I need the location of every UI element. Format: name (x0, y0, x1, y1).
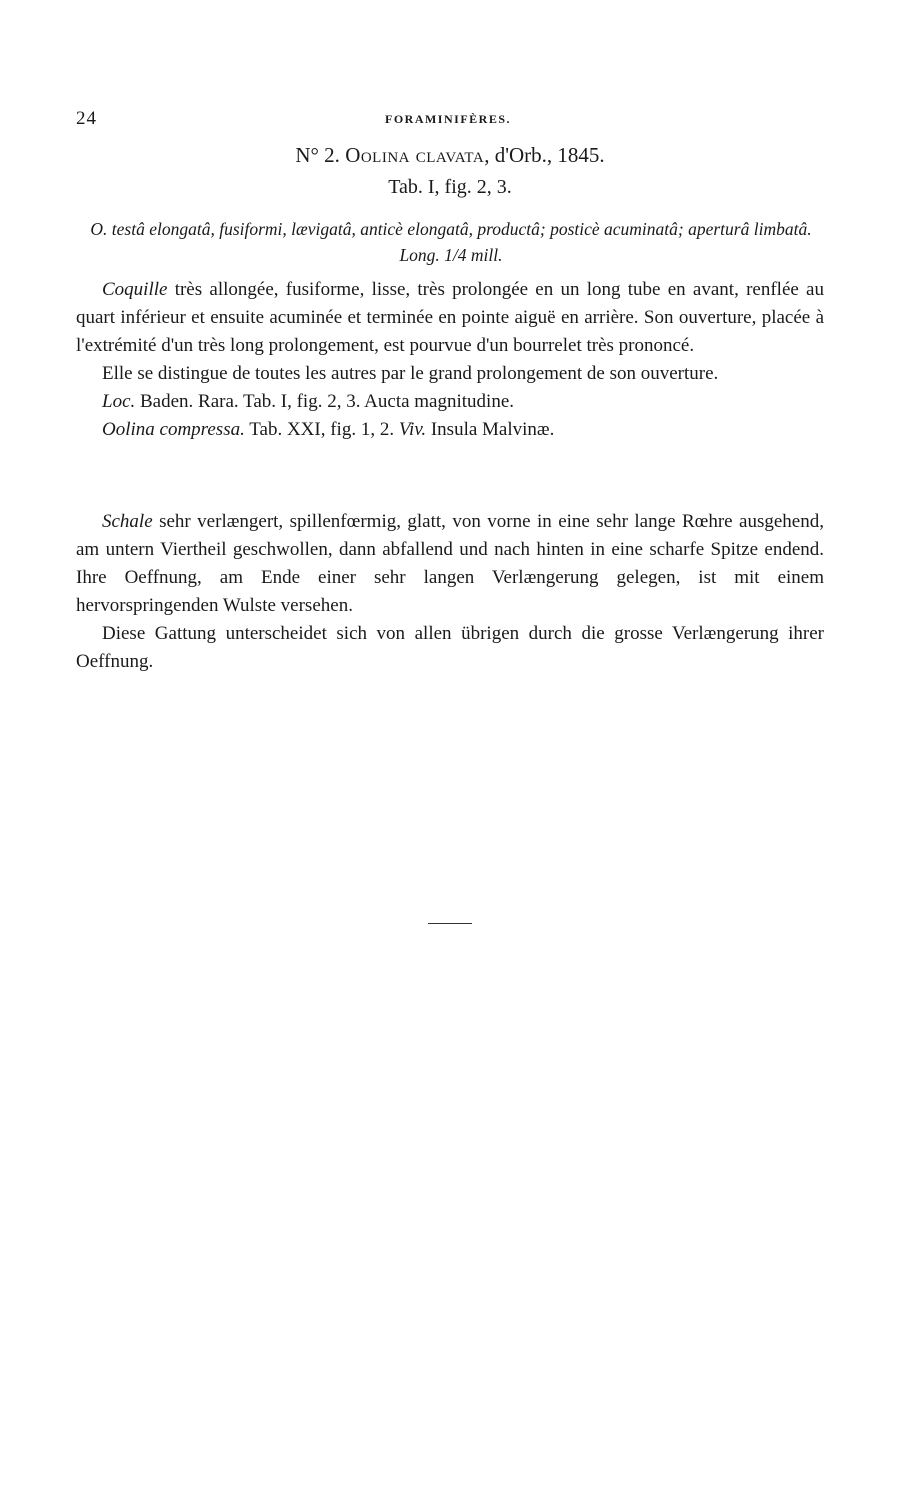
compressa-viv: Viv. (398, 419, 427, 440)
french-description (76, 276, 824, 444)
german-lead-word: Schale (102, 511, 153, 532)
compressa-ref: Tab. XXI, fig. 1, 2. (244, 419, 399, 440)
compressa-end: Insula Malvinæ. (426, 419, 555, 440)
french-text-1: très allongée, fusiforme, lisse, très prolongée en un long tube en avant, renflée au quart inférieur et ensuite acuminée et terminée en pointe aiguë en arrière. Son ouverture, placée à l'extrémité d'un très long prolongement, est pourvue d'un bourrelet très prononcé. (76, 279, 824, 356)
german-text-1: sehr verlængert, spillenfœrmig, glatt, von vorne in eine sehr lange Rœhre ausgehend, am untern Viertheil geschwollen, dann abfallend und nach hinten in eine scharfe Spitze endend. Ihre Oeffnung, am Ende einer sehr langen Verlængerung gelegen, ist mit einem hervorspringenden Wulste versehen. (76, 511, 824, 616)
section-end-rule (428, 923, 472, 924)
locality-label: Loc. (102, 391, 136, 412)
compressa-name: Oolina compressa. (102, 419, 245, 440)
compressa-line (76, 416, 824, 444)
running-title: FORAMINIFÈRES. (384, 112, 511, 126)
german-paragraph-1 (76, 508, 824, 620)
latin-diagnosis: O. testâ elongatâ, fusiformi, lævigatâ, anticè elongatâ, productâ; posticè acuminatâ; aperturâ limbatâ. Long. 1/4 mill. (90, 219, 812, 265)
plate-reference: Tab. I, fig. 2, 3. (388, 176, 512, 198)
german-description (76, 508, 824, 676)
locality-text: Baden. Rara. Tab. I, fig. 2, 3. Aucta magnitudine. (135, 391, 515, 412)
locality-line (76, 388, 824, 416)
french-paragraph-2: Elle se distingue de toutes les autres par le grand prolongement de son ouverture. (102, 363, 719, 384)
german-paragraph-2: Diese Gattung unterscheidet sich von allen übrigen durch die grosse Verlængerung ihrer Oeffnung. (76, 623, 824, 672)
french-paragraph-1 (76, 276, 824, 360)
page-number: 24 (76, 108, 97, 129)
species-heading (0, 142, 900, 168)
species-name: Oolina clavata (345, 143, 485, 167)
running-header (76, 108, 820, 128)
species-number: N° 2. (295, 143, 340, 167)
french-lead-word: Coquille (102, 279, 168, 300)
species-authority: , d'Orb., 1845. (484, 143, 605, 167)
